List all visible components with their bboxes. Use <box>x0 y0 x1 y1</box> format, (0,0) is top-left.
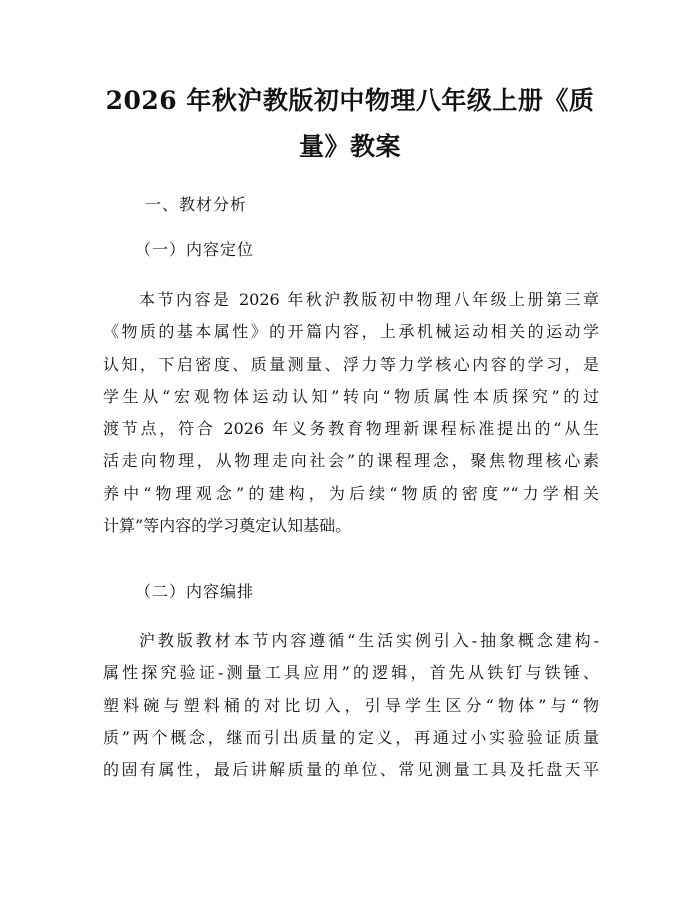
title-line-1: 2026 年秋沪教版初中物理八年级上册《质 <box>105 86 595 115</box>
title-line-2: 量》教案 <box>298 132 401 161</box>
paragraph-line: 渡节点，符合 2026 年义务教育物理新课程标准提出的“从生 <box>103 419 599 439</box>
paragraph-line: 认知，下启密度、质量测量、浮力等力学核心内容的学习，是 <box>103 354 599 374</box>
paragraph-line: 沪教版教材本节内容遵循“生活实例引入-抽象概念建构- <box>139 631 599 650</box>
subsection-heading-content-arrangement: （二）内容编排 <box>135 582 255 601</box>
paragraph-line: 《物质的基本属性》的开篇内容，上承机械运动相关的运动学 <box>103 322 599 342</box>
paragraph-line: 学生从“宏观物体运动认知”转向“物质属性本质探究”的过 <box>103 386 599 406</box>
paragraph-line: 活走向物理，从物理走向社会”的课程理念，聚焦物理核心素 <box>103 451 599 471</box>
paragraph-line: 属性探究验证-测量工具应用”的逻辑，首先从铁钉与铁锤、 <box>103 663 599 683</box>
paragraph-line: 塑料碗与塑料桶的对比切入，引导学生区分“物体”与“物 <box>103 695 599 715</box>
paragraph-content-positioning <box>103 284 599 542</box>
paragraph-line: 质”两个概念，继而引出质量的定义，再通过小实验验证质量 <box>103 727 599 747</box>
paragraph-line: 本节内容是 2026 年秋沪教版初中物理八年级上册第三章 <box>139 290 599 309</box>
subsection-heading-content-positioning: （一）内容定位 <box>135 240 255 259</box>
paragraph-line: 的固有属性，最后讲解质量的单位、常见测量工具及托盘天平 <box>103 760 599 780</box>
section-heading: 一、教材分析 <box>145 195 248 214</box>
paragraph-content-arrangement <box>103 625 599 786</box>
paragraph-line: 计算”等内容的学习奠定认知基础。 <box>103 516 352 536</box>
paragraph-line: 养中“物理观念”的建构，为后续“物质的密度”“力学相关 <box>103 483 599 503</box>
document-title <box>90 78 610 170</box>
